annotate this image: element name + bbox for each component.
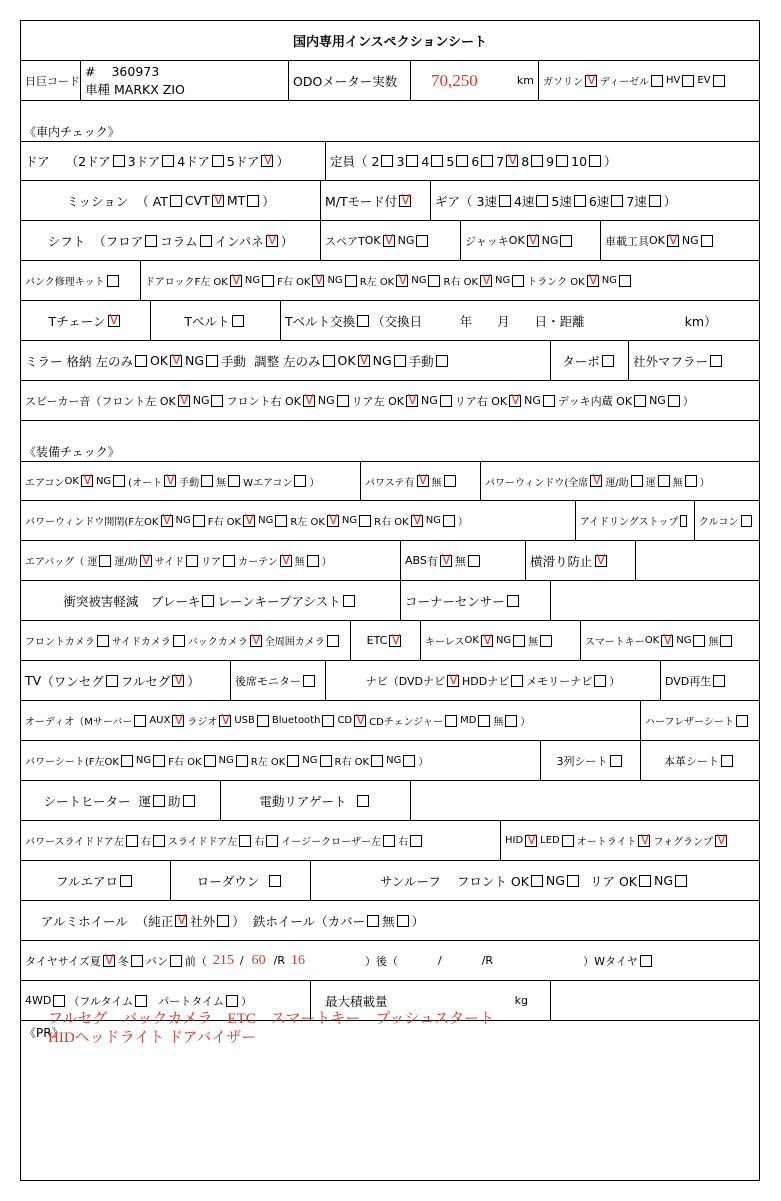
lowdown-checkbox[interactable] [269,875,281,887]
doorlock-field: ドアロック F左 OK V NG F右 OK V NG R左 OK V NG R右 OK V NG トランク OK V NG [141,261,759,300]
led-checkbox[interactable] [562,835,574,847]
tools-ok-checkbox[interactable] [667,235,679,247]
audio-mserver-checkbox[interactable] [134,715,146,727]
seat-heater-field: シートヒーター 運 助 [21,781,221,820]
spare-field: スペアT OK V NG [321,221,461,260]
pwslide-right-checkbox[interactable] [153,835,165,847]
seat-8-checkbox[interactable] [531,155,543,167]
camera-row [21,621,759,661]
aircon-row [21,461,759,501]
lights-field: HID V LED オートライト V フォグランプ V [501,821,759,860]
title-row [21,21,759,61]
keyless-ok-checkbox[interactable] [481,635,493,647]
door-row [21,141,759,181]
closer-left-checkbox[interactable] [383,835,395,847]
stock-number: 360973 [111,63,160,79]
turbo-checkbox[interactable] [602,355,614,367]
sunroof-rear-ok-checkbox[interactable] [639,875,651,887]
door-4-checkbox[interactable] [212,155,224,167]
rear-monitor-checkbox[interactable] [303,675,315,687]
mt-mode-checkbox[interactable] [399,195,411,207]
navi-dvd-checkbox[interactable] [447,675,459,687]
mirror-adjust-left-checkbox[interactable] [323,355,335,367]
pws-fl-ng-checkbox[interactable] [153,755,165,767]
audio-radio-checkbox[interactable] [219,715,231,727]
door-5-checkbox[interactable] [261,155,273,167]
pwseat-field: パワーシート (F左OK NG F右 OK NG R左 OK NG R右 OK NG ） [21,741,541,780]
spk-fl-ok-checkbox[interactable] [178,395,190,407]
pwsteer-field: パワステ 有 V 無 [361,462,481,500]
tchain-checkbox[interactable] [108,315,120,327]
pr-text [48,1010,494,1048]
mt-mode-field: M/Tモード付 V [321,181,431,220]
keyless-none-checkbox[interactable] [540,635,552,647]
wtire-checkbox[interactable] [640,955,652,967]
back-cam-checkbox[interactable] [250,635,262,647]
mirror-fold-ok-checkbox[interactable] [170,355,182,367]
fourwd-full-checkbox[interactable] [135,995,147,1007]
lock-rl-ng-checkbox[interactable] [428,275,440,287]
seat-2-checkbox[interactable] [381,155,393,167]
tire-van-checkbox[interactable] [170,955,182,967]
wheel-cover-checkbox[interactable] [367,915,379,927]
lock-fr-ok-checkbox[interactable] [312,275,324,287]
airbag-rear-checkbox[interactable] [223,555,235,567]
fourwd-blank [551,981,759,1020]
leather-checkbox[interactable] [721,755,733,767]
pws-rr-ok-checkbox[interactable] [371,755,383,767]
tbelt-change-checkbox[interactable] [357,315,369,327]
tv-fullseg-checkbox[interactable] [172,675,184,687]
keyless-ng-checkbox[interactable] [513,635,525,647]
etc-field: ETC V [351,621,421,660]
around-cam-checkbox[interactable] [327,635,339,647]
aircon-ng-checkbox[interactable] [113,475,125,487]
spk-rl-ok-checkbox[interactable] [406,395,418,407]
pwwindow-open-field: パワーウィンドウ開閉 (F左OK V NG F右 OK V NG R左 OK V NG R右 OK V NG ） [21,501,576,540]
jack-field: ジャッキ OK V NG [461,221,601,260]
audio-aux-checkbox[interactable] [172,715,184,727]
collision-row [21,581,759,621]
code-label: 日巨コード [21,61,81,100]
muffler-checkbox[interactable] [710,355,722,367]
pwo-rr-ng-checkbox[interactable] [443,515,455,527]
odo-unit: km [516,74,534,87]
gear-3-checkbox[interactable] [499,195,511,207]
aircon-none-checkbox[interactable] [228,475,240,487]
lowdown-field: ローダウン [171,861,311,900]
fuel-gasoline-checkbox[interactable] [585,75,597,87]
fuel-ev-checkbox[interactable] [713,75,725,87]
equipment-section-row [21,421,759,461]
pwo-fr-ng-checkbox[interactable] [275,515,287,527]
odo-value: 70,250 [431,70,478,90]
seating-field: 定員 （ 2 3 4 5 6 7 V 8 9 10 ） [326,142,759,180]
aircon-auto-checkbox[interactable] [164,475,176,487]
skid-checkbox[interactable] [595,555,607,567]
corner-checkbox[interactable] [507,595,519,607]
pwo-rr-ok-checkbox[interactable] [411,515,423,527]
mission-cvt-checkbox[interactable] [212,195,224,207]
idling-field: アイドリングストップ [576,501,695,540]
foglamp-checkbox[interactable] [715,835,727,847]
lanekeep-checkbox[interactable] [343,595,355,607]
equipment-section-title: 《装備チェック》 [24,445,120,459]
airbag-field: エアバッグ （ 運 運/助 V サイド リア カーテン V 無 ） [21,541,401,580]
shift-panel-checkbox[interactable] [266,235,278,247]
collision-checkbox[interactable] [202,595,214,607]
pwo-fr-ok-checkbox[interactable] [243,515,255,527]
fourwd-part-checkbox[interactable] [226,995,238,1007]
tire-summer-checkbox[interactable] [103,955,115,967]
pw-all-checkbox[interactable] [590,475,602,487]
aircon-manual-checkbox[interactable] [201,475,213,487]
slide-right-checkbox[interactable] [266,835,278,847]
smartkey-field: スマートキー OK V NG 無 [581,621,759,660]
audio-changer-checkbox[interactable] [445,715,457,727]
spare-ok-checkbox[interactable] [383,235,395,247]
audio-cd-checkbox[interactable] [354,715,366,727]
etc-checkbox[interactable] [389,635,401,647]
cruise-field: クルコン [695,501,759,540]
seat-heater-row [21,781,759,821]
aircon-w-checkbox[interactable] [294,475,306,487]
navi-field: ナビ （DVDナビ V HDDナビ メモリーナビ ） [326,661,661,700]
lock-fr-ng-checkbox[interactable] [345,275,357,287]
airbag-front-checkbox[interactable] [140,555,152,567]
sunroof-rear-ng-checkbox[interactable] [675,875,687,887]
spk-fr-ng-checkbox[interactable] [337,395,349,407]
spk-fr-ok-checkbox[interactable] [303,395,315,407]
fuel-hv-checkbox[interactable] [682,75,694,87]
aero-row [21,861,759,901]
lock-rr-ng-checkbox[interactable] [512,275,524,287]
skid-field: 横滑り防止 V [526,541,636,580]
pws-fl-ok-checkbox[interactable] [121,755,133,767]
pwsteer-yes-checkbox[interactable] [417,475,429,487]
lock-rl-ok-checkbox[interactable] [396,275,408,287]
sunroof-front-ng-checkbox[interactable] [567,875,579,887]
shift-field: シフト （フロア コラム インパネ V ） [21,221,321,260]
corner-field: コーナーセンサー [401,581,551,620]
tire-front-rim: 16 [290,952,305,968]
spk-rr-ng-checkbox[interactable] [543,395,555,407]
side-cam-checkbox[interactable] [173,635,185,647]
shift-column-checkbox[interactable] [200,235,212,247]
door-3-checkbox[interactable] [162,155,174,167]
pwslide-left-checkbox[interactable] [126,835,138,847]
wheel-row [21,901,759,941]
pr-line-2: HIDヘッドライト ドアバイザー [48,1030,257,1046]
wheel-genuine-checkbox[interactable] [175,915,187,927]
pwwindow-open-row [21,501,759,541]
speaker-row [21,381,759,421]
cruise-checkbox[interactable] [741,515,752,527]
tv-field: TV （ワンセグ フルセグ V ） [21,661,231,700]
seat-3-checkbox[interactable] [406,155,418,167]
collision-field: 衝突被害軽減 ブレーキ レーンキープアシスト [21,581,401,620]
pwo-rl-ok-checkbox[interactable] [327,515,339,527]
pwseat-row [21,741,759,781]
smartkey-ng-checkbox[interactable] [693,635,705,647]
tv-row [21,661,759,701]
pw-none-checkbox[interactable] [685,475,697,487]
aircon-field: エアコン OK V NG (オート V 手動 無 Wエアコン ） [21,462,361,500]
audio-row [21,701,759,741]
mission-at-checkbox[interactable] [170,195,182,207]
spk-fl-ng-checkbox[interactable] [211,395,223,407]
halfleather-field: ハーフレザーシート [641,701,759,740]
pr-line-1: フルセグ バックカメラ ETC スマートキー プッシュスタート [48,1011,495,1027]
mirror-fold-left-checkbox[interactable] [135,355,147,367]
keyless-field: キーレス OK V NG 無 [421,621,581,660]
tv-oneseg-checkbox[interactable] [106,675,118,687]
spk-deck-ok-checkbox[interactable] [634,395,646,407]
sunroof-field: サンルーフ フロント OK NG リア OK NG [311,861,759,900]
seat-10-checkbox[interactable] [589,155,601,167]
collision-blank [551,581,759,620]
gear-6-checkbox[interactable] [611,195,623,207]
pw-front-checkbox[interactable] [631,475,643,487]
vehicle-info: # 360973 車種 MARKX ZIO [81,61,289,100]
mission-mt-checkbox[interactable] [247,195,259,207]
navi-memory-checkbox[interactable] [594,675,606,687]
mission-row [21,181,759,221]
puncture-checkbox[interactable] [107,275,119,287]
interior-section-title: 《車内チェック》 [24,125,120,139]
closer-right-checkbox[interactable] [410,835,422,847]
seat-5-checkbox[interactable] [456,155,468,167]
spk-deck-ng-checkbox[interactable] [668,395,680,407]
tbelt-field: Tベルト [151,301,281,340]
audio-field: オーディオ （Mサーバー AUX V ラジオ V USB Bluetooth CD V CDチェンジャー MD 無 ） [21,701,641,740]
pws-rl-ok-checkbox[interactable] [287,755,299,767]
muffler-field: 社外マフラー [629,341,759,380]
mirror-fold-ng-checkbox[interactable] [206,355,218,367]
gear-4-checkbox[interactable] [536,195,548,207]
abs-no-checkbox[interactable] [468,555,480,567]
pwwindow-field: パワーウィンドウ (全席 V 運/助 運 無 ） [481,462,759,500]
fuel-type: ガソリン V ディーゼル HV EV [539,61,759,100]
speaker-field: スピーカー音 （フロント左 OK V NG フロント右 OK V NG リア左 OK V NG リア右 OK V NG デッキ内蔵 OK NG ） [21,381,759,420]
audio-none-checkbox[interactable] [505,715,517,727]
gear-field: ギア （ 3速 4速 5速 6速 7速 ） [435,193,677,209]
third-row-field: 3列シート [541,741,641,780]
pr-label: 《PR》 [24,1026,64,1040]
heater-driver-checkbox[interactable] [153,795,165,807]
pw-driver-checkbox[interactable] [658,475,670,487]
doorlock-row [21,261,759,301]
airbag-blank [636,541,759,580]
fourwd-checkbox[interactable] [53,995,65,1007]
audio-bt-checkbox[interactable] [322,715,334,727]
abs-field: ABS 有 V 無 [401,541,526,580]
tire-front-width: 215 [212,952,234,968]
puncture-field: パンク修理キット [21,261,141,300]
airbag-none-checkbox[interactable] [307,555,319,567]
tools-ng-checkbox[interactable] [701,235,713,247]
mirror-manual-checkbox[interactable] [436,355,448,367]
tbelt-change-field: Tベルト交換 （ 交換日 年 月 日・距離 km ） [285,313,717,329]
turbo-field: ターボ [551,341,629,380]
halfleather-checkbox[interactable] [736,715,748,727]
smartkey-ok-checkbox[interactable] [661,635,673,647]
lock-fl-ok-checkbox[interactable] [230,275,242,287]
power-gate-field: 電動リアゲート [221,781,411,820]
tire-field: タイヤサイズ 夏 V 冬 バン 前（ 215 / 60 /R 16 ）後（ / /R ） Wタイヤ [21,941,759,980]
camera-field: フロントカメラ サイドカメラ バックカメラ V 全周囲カメラ [21,621,351,660]
audio-md-checkbox[interactable] [478,715,490,727]
tire-winter-checkbox[interactable] [131,955,143,967]
airbag-driver-checkbox[interactable] [99,555,111,567]
pwo-fl-ng-checkbox[interactable] [193,515,205,527]
slide-row [21,821,759,861]
seat-4-checkbox[interactable] [431,155,443,167]
gear-7-checkbox[interactable] [649,195,661,207]
fourwd-field: 4WD （フルタイム パートタイム ） [21,981,311,1020]
odo-field[interactable] [411,61,539,100]
abs-yes-checkbox[interactable] [440,555,452,567]
mission-field: ミッション （ AT CVT V MT ） [21,181,321,220]
aircon-ok-checkbox[interactable] [81,475,93,487]
mirror-row [21,341,759,381]
inspection-sheet [20,20,760,1181]
fuel-diesel-checkbox[interactable] [651,75,663,87]
sunroof-front-ok-checkbox[interactable] [531,875,543,887]
spare-ng-checkbox[interactable] [416,235,428,247]
wheel-field: アルミホイール （純正 V 社外 ） 鉄ホイール （カバー 無 ） [21,901,759,940]
shift-row [21,221,759,261]
dvd-play-field: DVD再生 [661,661,759,700]
lock-rr-ok-checkbox[interactable] [480,275,492,287]
tbelt-checkbox[interactable] [232,315,244,327]
sheet-title: 国内専用インスペクションシート [292,35,488,50]
leather-field: 本革シート [641,741,759,780]
tchain-field: Tチェーン V [21,301,151,340]
gear-5-checkbox[interactable] [574,195,586,207]
airbag-side-checkbox[interactable] [186,555,198,567]
tools-field: 車載工具 OK V NG [601,221,759,260]
lock-fl-ng-checkbox[interactable] [262,275,274,287]
tchain-row [21,301,759,341]
tire-row [21,941,759,981]
jack-ok-checkbox[interactable] [527,235,539,247]
interior-section-row [21,101,759,141]
header-row [21,61,759,101]
pwsteer-no-checkbox[interactable] [444,475,456,487]
pws-fr-ok-checkbox[interactable] [204,755,216,767]
spk-rr-ok-checkbox[interactable] [509,395,521,407]
rear-monitor-field: 後席モニター [231,661,326,700]
seat-9-checkbox[interactable] [556,155,568,167]
lock-trunk-ok-checkbox[interactable] [587,275,599,287]
aero-checkbox[interactable] [120,875,132,887]
pws-rl-ng-checkbox[interactable] [320,755,332,767]
mirror-field: ミラー 格納 左のみ OK V NG 手動 調整 左のみ OK V NG 手動 [21,341,551,380]
front-cam-checkbox[interactable] [97,635,109,647]
seat-7-checkbox[interactable] [506,155,518,167]
third-row-checkbox[interactable] [610,755,622,767]
autolight-checkbox[interactable] [638,835,650,847]
navi-hdd-checkbox[interactable] [511,675,523,687]
pws-fr-ng-checkbox[interactable] [236,755,248,767]
wheel-nocover-checkbox[interactable] [397,915,409,927]
pws-rr-ng-checkbox[interactable] [403,755,415,767]
dvd-play-checkbox[interactable] [713,675,725,687]
lock-trunk-ng-checkbox[interactable] [619,275,631,287]
door-field: ドア （2ドア 3ドア 4ドア 5ドア V ） [21,142,326,180]
airbag-row [21,541,759,581]
seat-heater-blank [411,781,759,820]
hid-checkbox[interactable] [525,835,537,847]
tire-front-aspect: 60 [251,952,266,968]
slide-left-checkbox[interactable] [239,835,251,847]
power-gate-checkbox[interactable] [357,795,369,807]
idling-checkbox[interactable] [680,515,686,527]
max-load-field[interactable]: 最大積載量 kg [311,981,551,1020]
slide-field: パワースライドドア 左 右 スライドドア 左 右 イージークローザー 左 右 [21,821,501,860]
odo-label: ODOメーター実数 [289,61,411,100]
shift-floor-checkbox[interactable] [145,235,157,247]
vehicle-name: MARKX ZIO [114,81,185,97]
pwo-rl-ng-checkbox[interactable] [359,515,371,527]
audio-usb-checkbox[interactable] [257,715,269,727]
mirror-adjust-ng-checkbox[interactable] [394,355,406,367]
aero-field: フルエアロ [21,861,171,900]
airbag-curtain-checkbox[interactable] [280,555,292,567]
seat-6-checkbox[interactable] [481,155,493,167]
mirror-adjust-ok-checkbox[interactable] [358,355,370,367]
wheel-aftermarket-checkbox[interactable] [217,915,229,927]
spk-rl-ng-checkbox[interactable] [440,395,452,407]
jack-ng-checkbox[interactable] [560,235,572,247]
smartkey-none-checkbox[interactable] [720,635,732,647]
heater-passenger-checkbox[interactable] [183,795,195,807]
door-2-checkbox[interactable] [113,155,125,167]
pwo-fl-ok-checkbox[interactable] [161,515,173,527]
